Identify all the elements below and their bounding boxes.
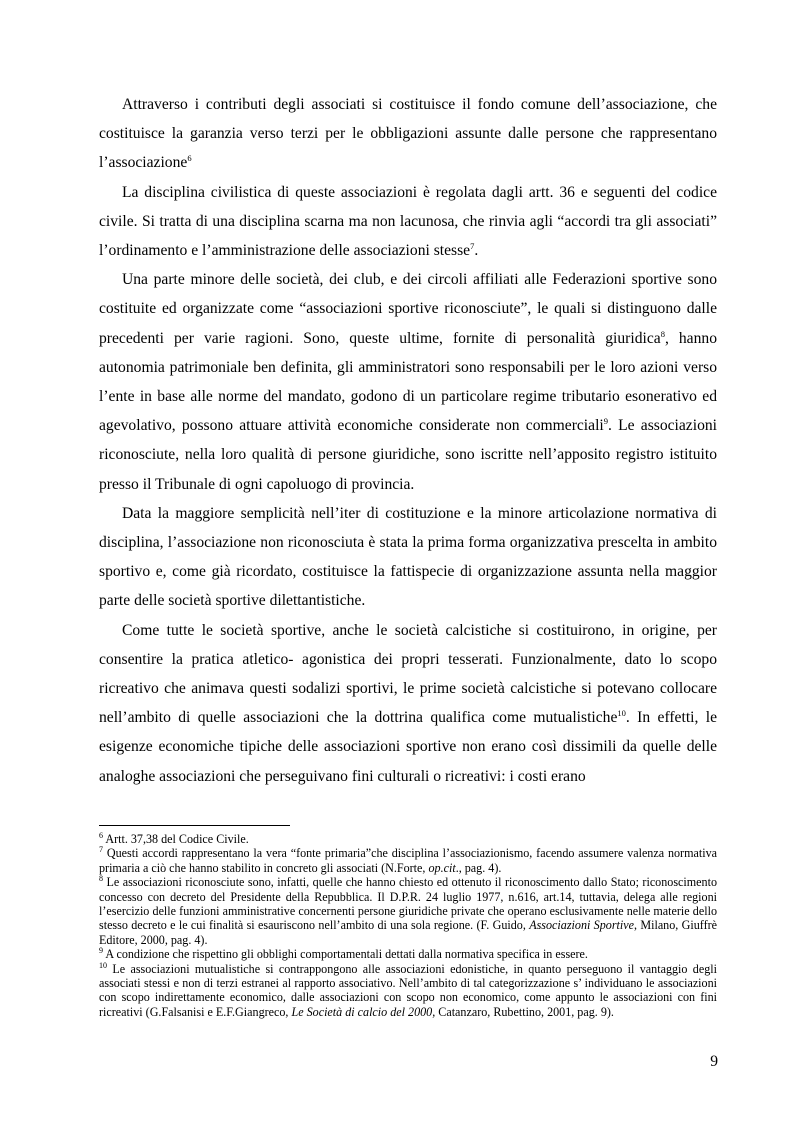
footnote-8: $^8$ Le associazioni riconosciute sono, infatti, quelle che hanno chiesto ed ottenuto il riconoscimento dallo Stato; riconoscimento concesso con decreto del Presidente della Repubblica. Il D.P.R. 24 luglio 1977, n.616, art.14, tuttavia, delega alle regioni l’esercizio delle funzioni amministrative concernenti persone giuridiche private che operano esclusivamente nelle materie dello stesso decreto e le cui finalità si esauriscono nell’ambito di una sola regione. (F. Guido, Associazioni Sportive, Milano, Giuffrè Editore, 2000, pag. 4).: [99, 874, 718, 947]
footnote-ref-10[interactable]: 10: [617, 708, 626, 719]
footnote-ref-6[interactable]: 6: [187, 153, 192, 164]
footnote-6: $^6$ Artt. 37,38 del Codice Civile.: [99, 830, 249, 846]
paragraph-2: La disciplina civilistica di queste associazioni è regolata dagli artt. 36 e seguenti del codice civile. Si tratta di una disciplina scarna ma non lacunosa, che rinvia agli “accordi tra gli associati” l’ordinamento e l’amministrazione delle associazioni stesse$^7$.: [99, 183, 717, 260]
page-number: 9: [710, 1053, 718, 1070]
footnotes: [99, 832, 717, 1019]
paragraph-3: Una parte minore delle società, dei club, e dei circoli affiliati alle Federazioni sportive sono costituite ed organizzate come “associazioni sportive riconosciute”, le quali si distinguono dalle precedenti per varie ragioni. Sono, queste ultime, fornite di personalità giuridica$^8$, hanno autonomia patrimoniale ben definita, gli amministratori sono responsabili per le loro azioni verso l’ente in base alle norme del mandato, godono di un particolare regime tributario esonerativo ed agevolativo, possono attuare attività economiche considerate non commerciali$^9$. Le associazioni riconosciute, nella loro qualità di persone giuridiche, sono iscritte nell’apposito registro istituito presso il Tribunale di ogni capoluogo di provincia.: [99, 271, 717, 493]
paragraph-1: Attraverso i contributi degli associati si costituisce il fondo comune dell’associazione, che costituisce la garanzia verso terzi per le obbligazioni assunte dalle persone che rappresentano l’associazione$^6$: [99, 96, 717, 172]
footnote-7: $^7$ Questi accordi rappresentano la vera “fonte primaria”che disciplina l’associazionismo, facendo assumere valenza normativa primaria a ciò che hanno stabilito in concreto gli associati (N.Forte, op.cit., pag. 4).: [99, 845, 717, 875]
footnote-separator: [99, 825, 290, 826]
footnote-ref-9[interactable]: 9: [603, 416, 608, 427]
footnote-ref-8[interactable]: 8: [660, 328, 665, 339]
body-text: [99, 90, 717, 791]
footnote-ref-7[interactable]: 7: [470, 240, 475, 251]
paragraph-5: Come tutte le società sportive, anche le società calcistiche si costituirono, in origine, per consentire la pratica atletico- agonistica dei propri tesserati. Funzionalmente, dato lo scopo ricreativo che animava questi sodalizi sportivi, le prime società calcistiche si potevano collocare nell’ambito di quelle associazioni che la dottrina qualifica come mutualistiche$^{10}$. In effetti, le esigenze economiche tipiche delle associazioni sportive non erano così dissimili da quelle delle analoghe associazioni che perseguivano fini culturali o ricreativi: i costi erano: [99, 621, 718, 785]
footnote-10: $^{10}$ Le associazioni mutualistiche si contrappongono alle associazioni edonistiche, in quanto perseguono il vantaggio degli associati stessi e non di terzi estranei al rapporto associativo. Nell’ambito di tal categorizzazione s’ individuano le associazioni con scopo indirettamente economico, dalle associazioni con scopo non economico, come appunto le associazioni con fini ricreativi (G.Falsanisi e E.F.Giangreco, Le Società di calcio del 2000, Catanzaro, Rubettino, 2001, pag. 9).: [99, 960, 717, 1019]
footnote-9: $^9$ A condizione che rispettino gli obblighi comportamentali dettati dalla normativa specifica in essere.: [99, 946, 588, 962]
paragraph-4: Data la maggiore semplicità nell’iter di costituzione e la minore articolazione normativa di disciplina, l’associazione non riconosciuta è stata la prima forma organizzativa prescelta in ambito sportivo e, come già ricordato, costituisce la fattispecie di organizzazione assunta nella maggior parte delle società sportive dilettantistiche.: [99, 504, 717, 610]
